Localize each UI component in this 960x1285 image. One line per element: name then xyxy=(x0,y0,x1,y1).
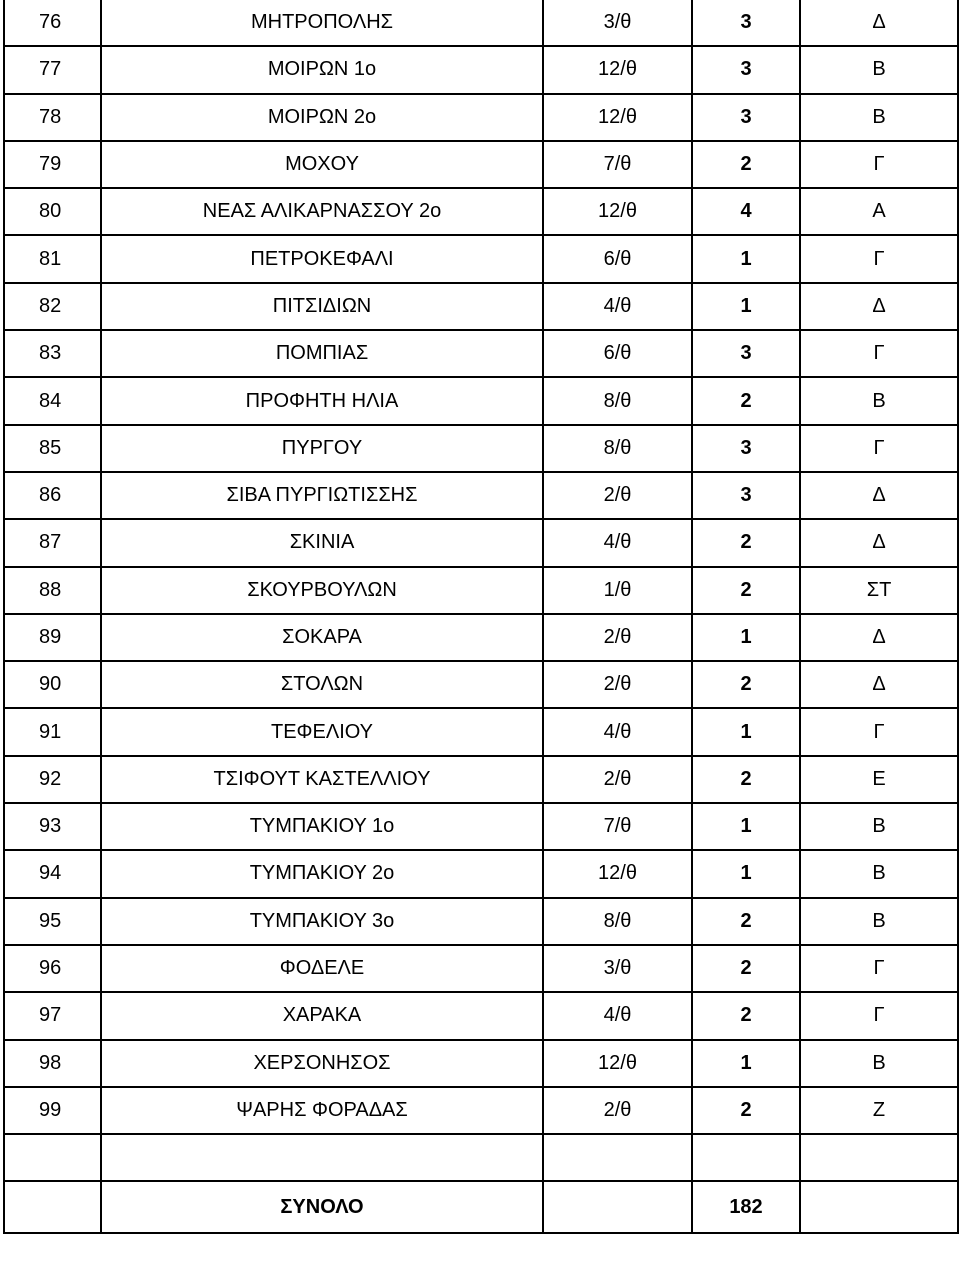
school-name-cell: ΤΣΙΦΟΥΤ ΚΑΣΤΕΛΛΙΟΥ xyxy=(101,756,543,803)
table-row xyxy=(4,519,958,566)
category-cell: Δ xyxy=(800,519,958,566)
table-row xyxy=(4,283,958,330)
table-row xyxy=(4,377,958,424)
category-cell: Δ xyxy=(800,661,958,708)
school-name-cell: ΠΥΡΓΟΥ xyxy=(101,425,543,472)
count-cell: 3 xyxy=(692,94,800,141)
row-number-cell: 84 xyxy=(4,377,101,424)
table-row xyxy=(4,425,958,472)
count-cell: 1 xyxy=(692,614,800,661)
row-number-cell: 78 xyxy=(4,94,101,141)
row-number-cell: 81 xyxy=(4,235,101,282)
schools-table xyxy=(3,0,959,1234)
row-number-cell: 96 xyxy=(4,945,101,992)
school-name-cell: ΧΕΡΣΟΝΗΣΟΣ xyxy=(101,1040,543,1087)
table-row xyxy=(4,661,958,708)
total-value: 182 xyxy=(692,1181,800,1233)
category-cell: Γ xyxy=(800,708,958,755)
category-cell: Ε xyxy=(800,756,958,803)
school-name-cell: ΠΙΤΣΙΔΙΩΝ xyxy=(101,283,543,330)
school-name-cell: ΣΚΙΝΙΑ xyxy=(101,519,543,566)
schools-table-container xyxy=(3,0,957,1234)
count-cell: 3 xyxy=(692,425,800,472)
blank-cell xyxy=(4,1134,101,1181)
school-name-cell: ΧΑΡΑΚΑ xyxy=(101,992,543,1039)
count-cell: 1 xyxy=(692,803,800,850)
school-class-cell: 7/θ xyxy=(543,803,692,850)
category-cell: Β xyxy=(800,803,958,850)
total-empty-cell xyxy=(543,1181,692,1233)
category-cell: Γ xyxy=(800,235,958,282)
blank-cell xyxy=(692,1134,800,1181)
school-name-cell: ΣΤΟΛΩΝ xyxy=(101,661,543,708)
count-cell: 2 xyxy=(692,519,800,566)
school-name-cell: ΤΕΦΕΛΙΟΥ xyxy=(101,708,543,755)
blank-cell xyxy=(543,1134,692,1181)
table-row xyxy=(4,94,958,141)
school-class-cell: 8/θ xyxy=(543,377,692,424)
school-class-cell: 4/θ xyxy=(543,519,692,566)
row-number-cell: 77 xyxy=(4,46,101,93)
school-class-cell: 7/θ xyxy=(543,141,692,188)
row-number-cell: 93 xyxy=(4,803,101,850)
count-cell: 1 xyxy=(692,283,800,330)
school-name-cell: ΣΚΟΥΡΒΟΥΛΩΝ xyxy=(101,567,543,614)
school-name-cell: ΣΙΒΑ ΠΥΡΓΙΩΤΙΣΣΗΣ xyxy=(101,472,543,519)
category-cell: Δ xyxy=(800,283,958,330)
table-row xyxy=(4,850,958,897)
school-class-cell: 12/θ xyxy=(543,94,692,141)
school-name-cell: ΜΟΙΡΩΝ 2ο xyxy=(101,94,543,141)
count-cell: 2 xyxy=(692,661,800,708)
table-row xyxy=(4,472,958,519)
count-cell: 2 xyxy=(692,945,800,992)
category-cell: Β xyxy=(800,46,958,93)
school-class-cell: 3/θ xyxy=(543,945,692,992)
school-class-cell: 2/θ xyxy=(543,472,692,519)
category-cell: Β xyxy=(800,898,958,945)
category-cell: Β xyxy=(800,1040,958,1087)
school-class-cell: 1/θ xyxy=(543,567,692,614)
category-cell: Γ xyxy=(800,141,958,188)
school-class-cell: 12/θ xyxy=(543,850,692,897)
row-number-cell: 87 xyxy=(4,519,101,566)
count-cell: 3 xyxy=(692,0,800,46)
table-row xyxy=(4,708,958,755)
blank-cell xyxy=(800,1134,958,1181)
row-number-cell: 82 xyxy=(4,283,101,330)
row-number-cell: 94 xyxy=(4,850,101,897)
count-cell: 2 xyxy=(692,141,800,188)
count-cell: 3 xyxy=(692,472,800,519)
count-cell: 3 xyxy=(692,330,800,377)
count-cell: 1 xyxy=(692,235,800,282)
category-cell: Δ xyxy=(800,0,958,46)
count-cell: 2 xyxy=(692,567,800,614)
category-cell: Β xyxy=(800,94,958,141)
table-row xyxy=(4,330,958,377)
school-class-cell: 2/θ xyxy=(543,661,692,708)
count-cell: 1 xyxy=(692,1040,800,1087)
table-row xyxy=(4,898,958,945)
table-row xyxy=(4,803,958,850)
school-class-cell: 6/θ xyxy=(543,235,692,282)
school-name-cell: ΤΥΜΠΑΚΙΟΥ 3ο xyxy=(101,898,543,945)
count-cell: 2 xyxy=(692,898,800,945)
table-row xyxy=(4,945,958,992)
school-class-cell: 2/θ xyxy=(543,756,692,803)
category-cell: Γ xyxy=(800,425,958,472)
row-number-cell: 98 xyxy=(4,1040,101,1087)
count-cell: 2 xyxy=(692,992,800,1039)
school-name-cell: ΜΗΤΡΟΠΟΛΗΣ xyxy=(101,0,543,46)
school-class-cell: 8/θ xyxy=(543,425,692,472)
table-body xyxy=(4,0,958,1233)
row-number-cell: 80 xyxy=(4,188,101,235)
school-name-cell: ΜΟΧΟΥ xyxy=(101,141,543,188)
category-cell: Δ xyxy=(800,614,958,661)
school-name-cell: ΣΟΚΑΡΑ xyxy=(101,614,543,661)
row-number-cell: 86 xyxy=(4,472,101,519)
row-number-cell: 79 xyxy=(4,141,101,188)
table-row xyxy=(4,46,958,93)
category-cell: Ζ xyxy=(800,1087,958,1134)
school-name-cell: ΜΟΙΡΩΝ 1ο xyxy=(101,46,543,93)
count-cell: 1 xyxy=(692,850,800,897)
school-name-cell: ΝΕΑΣ ΑΛΙΚΑΡΝΑΣΣΟΥ 2ο xyxy=(101,188,543,235)
count-cell: 1 xyxy=(692,708,800,755)
total-empty-cell xyxy=(4,1181,101,1233)
table-row xyxy=(4,188,958,235)
table-row xyxy=(4,141,958,188)
category-cell: Γ xyxy=(800,330,958,377)
school-class-cell: 12/θ xyxy=(543,46,692,93)
school-name-cell: ΤΥΜΠΑΚΙΟΥ 2ο xyxy=(101,850,543,897)
total-empty-cell xyxy=(800,1181,958,1233)
row-number-cell: 91 xyxy=(4,708,101,755)
blank-row xyxy=(4,1134,958,1181)
category-cell: Β xyxy=(800,377,958,424)
table-row xyxy=(4,614,958,661)
category-cell: Γ xyxy=(800,945,958,992)
row-number-cell: 97 xyxy=(4,992,101,1039)
school-name-cell: ΨΑΡΗΣ ΦΟΡΑΔΑΣ xyxy=(101,1087,543,1134)
count-cell: 2 xyxy=(692,377,800,424)
row-number-cell: 89 xyxy=(4,614,101,661)
row-number-cell: 85 xyxy=(4,425,101,472)
table-row xyxy=(4,1040,958,1087)
school-class-cell: 12/θ xyxy=(543,188,692,235)
row-number-cell: 99 xyxy=(4,1087,101,1134)
category-cell: ΣΤ xyxy=(800,567,958,614)
row-number-cell: 90 xyxy=(4,661,101,708)
row-number-cell: 92 xyxy=(4,756,101,803)
table-row xyxy=(4,756,958,803)
total-label: ΣΥΝΟΛΟ xyxy=(101,1181,543,1233)
school-class-cell: 4/θ xyxy=(543,283,692,330)
blank-cell xyxy=(101,1134,543,1181)
count-cell: 2 xyxy=(692,756,800,803)
table-row xyxy=(4,0,958,46)
school-class-cell: 3/θ xyxy=(543,0,692,46)
school-class-cell: 8/θ xyxy=(543,898,692,945)
row-number-cell: 95 xyxy=(4,898,101,945)
school-name-cell: ΠΡΟΦΗΤΗ ΗΛΙΑ xyxy=(101,377,543,424)
count-cell: 2 xyxy=(692,1087,800,1134)
school-class-cell: 6/θ xyxy=(543,330,692,377)
school-class-cell: 4/θ xyxy=(543,708,692,755)
table-row xyxy=(4,567,958,614)
row-number-cell: 76 xyxy=(4,0,101,46)
table-row xyxy=(4,992,958,1039)
table-row xyxy=(4,235,958,282)
category-cell: Α xyxy=(800,188,958,235)
category-cell: Β xyxy=(800,850,958,897)
school-name-cell: ΦΟΔΕΛΕ xyxy=(101,945,543,992)
school-class-cell: 4/θ xyxy=(543,992,692,1039)
school-name-cell: ΠΟΜΠΙΑΣ xyxy=(101,330,543,377)
count-cell: 4 xyxy=(692,188,800,235)
school-name-cell: ΤΥΜΠΑΚΙΟΥ 1ο xyxy=(101,803,543,850)
school-class-cell: 2/θ xyxy=(543,614,692,661)
row-number-cell: 88 xyxy=(4,567,101,614)
category-cell: Γ xyxy=(800,992,958,1039)
category-cell: Δ xyxy=(800,472,958,519)
school-class-cell: 2/θ xyxy=(543,1087,692,1134)
row-number-cell: 83 xyxy=(4,330,101,377)
total-row xyxy=(4,1181,958,1233)
count-cell: 3 xyxy=(692,46,800,93)
school-class-cell: 12/θ xyxy=(543,1040,692,1087)
school-name-cell: ΠΕΤΡΟΚΕΦΑΛΙ xyxy=(101,235,543,282)
table-row xyxy=(4,1087,958,1134)
